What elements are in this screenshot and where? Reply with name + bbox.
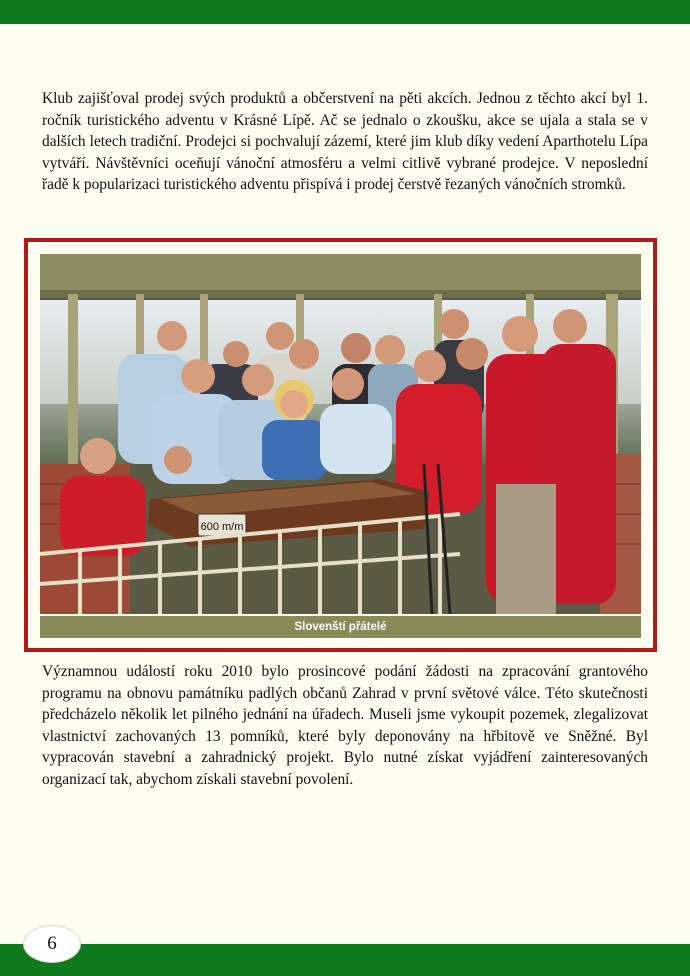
bottom-green-bar — [0, 944, 690, 976]
group-photo-illustration — [40, 254, 641, 614]
top-green-bar — [0, 0, 690, 24]
group-photo — [40, 254, 641, 614]
photo-frame — [24, 238, 657, 652]
table-sign-text: 600 m/m — [200, 521, 244, 533]
paragraph-memorial: Významnou událostí roku 2010 bylo prosincové podání žádosti na zpracování grantového programu na obnovu památníku padlých občanů Zahrad v první světové válce. Této skutečnosti předcházelo několik let pilného jednání na úřadech. Museli jsme vykoupit pozemek, zlegalizovat vlastnictví zachovaných 13 pomníků, které byly deponovány na hřbitově ve Sněžné. Byl vypracován stavební a zahradnický projekt. Bylo nutné získat vyjádření zainteresovaných organizací tak, abychom získali stavební povolení. — [42, 663, 648, 788]
page-number: 6 — [24, 926, 80, 962]
paragraph-intro: Klub zajišťoval prodej svých produktů a občerstvení na pěti akcích. Jednou z těchto akcí byl 1. ročník turistického adventu v Krásné Lípě. Ač se jednalo o zkoušku, akce se ujala a stala se v dalších letech tradiční. Prodejci si pochvalují zázemí, které jim klub díky vedení Aparthotelu Lípa vytváří. Návštěvníci oceňují vánoční atmosféru a velmi citlivě vybrané prodejce. V neposlední řadě k popularizaci turistického adventu přispívá i prodej čerstvě řezaných vánočních stromků. — [42, 90, 648, 194]
photo-caption: Slovenští přátelé — [40, 616, 641, 638]
